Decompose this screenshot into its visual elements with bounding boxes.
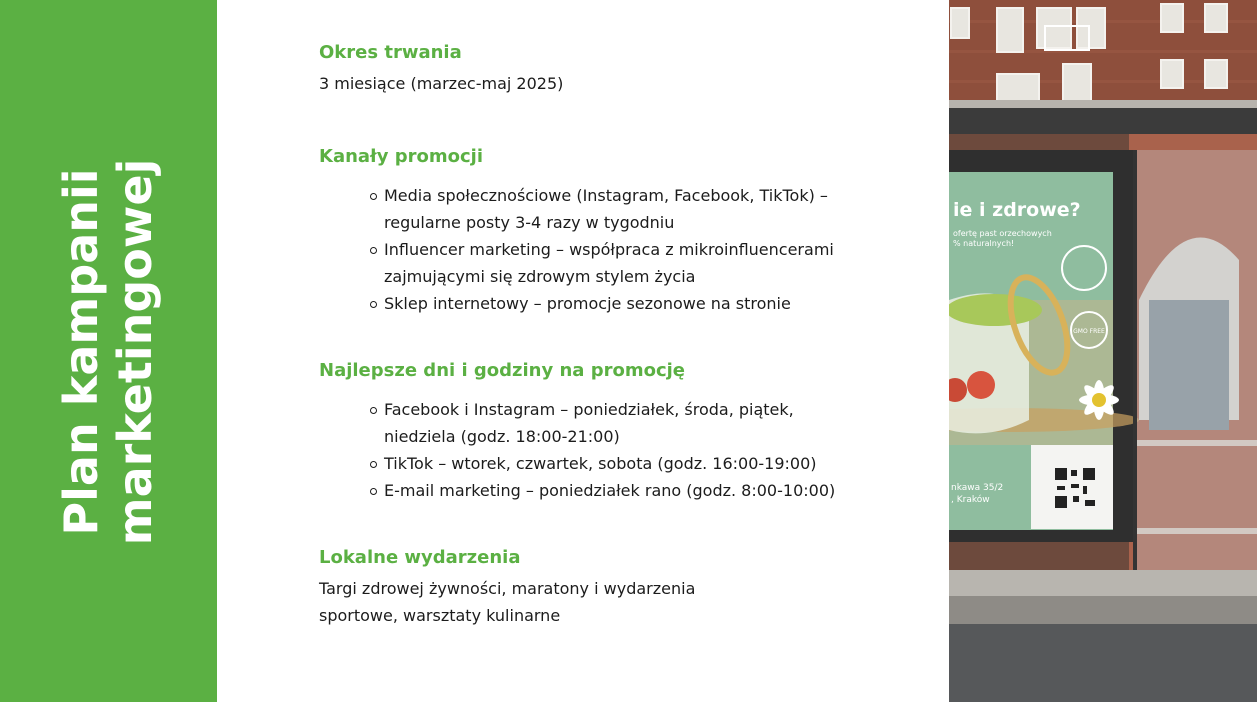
best-times-list [319, 396, 864, 504]
section-heading: Kanały promocji [319, 146, 483, 167]
section-best-times [319, 358, 864, 504]
sidebar-band [0, 0, 217, 702]
bullet-icon [370, 461, 377, 468]
list-item: E-mail marketing – poniedziałek rano (godz. 8:00-10:00) [384, 477, 864, 504]
billboard-photo-illustration [949, 0, 1257, 702]
section-text: Targi zdrowej żywności, maratony i wydarzenia sportowe, warsztaty kulinarne [319, 579, 696, 625]
slide-title [54, 159, 162, 546]
section-events [319, 545, 699, 629]
billboard-headline: ie i zdrowe? [953, 199, 1081, 221]
bullet-icon [370, 193, 377, 200]
bullet-icon [370, 407, 377, 414]
bullet-icon [370, 488, 377, 495]
section-channels [319, 144, 864, 317]
billboard-address: nkawa 35/2 [951, 483, 1004, 493]
billboard-photo [949, 0, 1257, 702]
section-heading: Najlepsze dni i godziny na promocję [319, 360, 686, 381]
slide-title-line2: marketingowej [108, 158, 162, 546]
list-item: TikTok – wtorek, czwartek, sobota (godz. 16:00-19:00) [384, 450, 864, 477]
section-text: 3 miesiące (marzec-maj 2025) [319, 74, 564, 93]
billboard-subline: ofertę past orzechowych [953, 229, 1052, 238]
channels-list [319, 182, 864, 317]
list-item: Influencer marketing – współpraca z mikroinfluencerami zajmującymi się zdrowym stylem życia [384, 236, 864, 290]
billboard-address: , Kraków [951, 495, 990, 505]
section-duration [319, 40, 563, 97]
list-item: Media społecznościowe (Instagram, Facebook, TikTok) – regularne posty 3-4 razy w tygodniu [384, 182, 864, 236]
section-heading: Lokalne wydarzenia [319, 547, 521, 568]
list-item: Sklep internetowy – promocje sezonowe na stronie [384, 290, 864, 317]
slide-title-line1: Plan kampanii [54, 168, 108, 536]
billboard-subline: % naturalnych! [953, 239, 1015, 248]
section-heading: Okres trwania [319, 42, 462, 63]
bullet-icon [370, 301, 377, 308]
badge-text: GMO FREE [1073, 328, 1105, 335]
list-item: Facebook i Instagram – poniedziałek, środa, piątek, niedziela (godz. 18:00-21:00) [384, 396, 864, 450]
bullet-icon [370, 247, 377, 254]
